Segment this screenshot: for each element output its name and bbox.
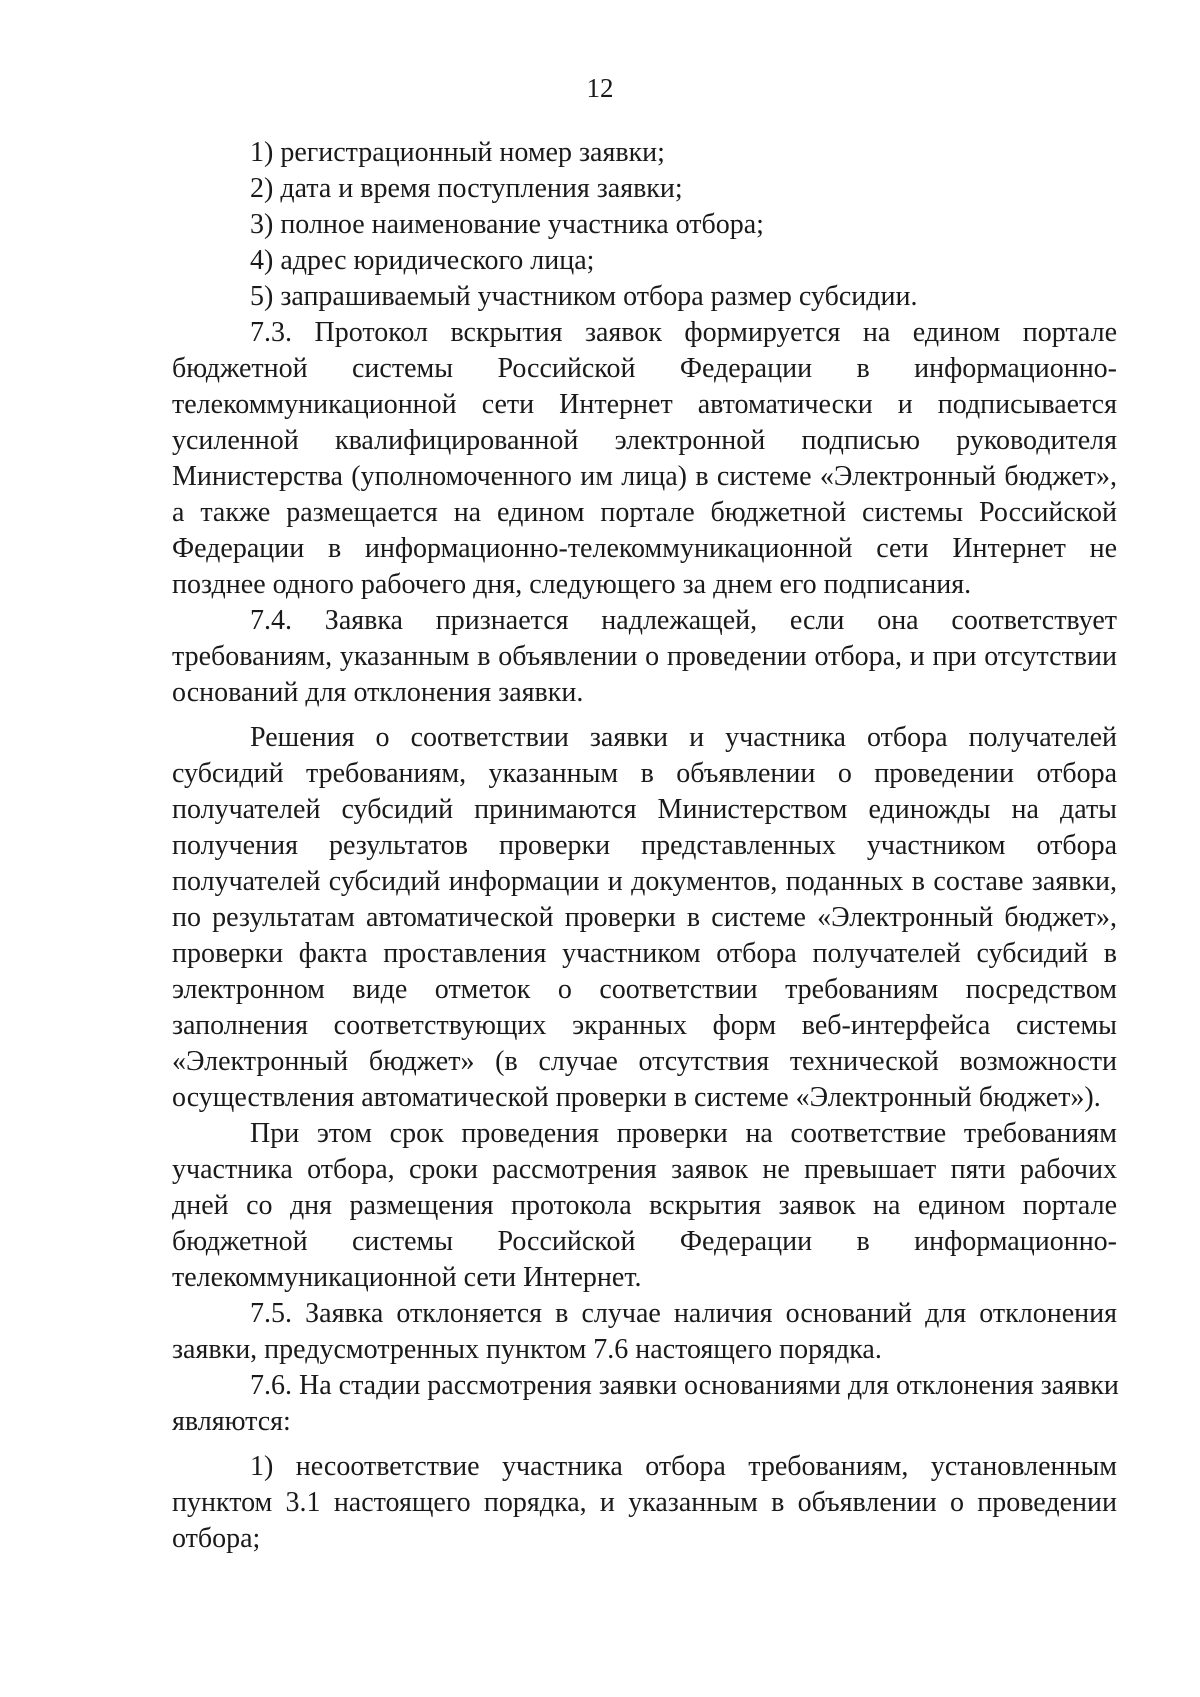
text-line: Решения о соответствии заявки и участника отбора получателей bbox=[250, 722, 1117, 753]
text-line: 7.3. Протокол вскрытия заявок формируется на едином портале bbox=[250, 317, 1117, 348]
text-line: При этом срок проведения проверки на соответствие требованиям bbox=[250, 1118, 1117, 1149]
text-line: участника отбора, сроки рассмотрения заявок не превышает пяти рабочих bbox=[172, 1154, 1117, 1185]
text-line: 2) дата и время поступления заявки; bbox=[250, 173, 683, 204]
text-line: заполнения соответствующих экранных форм веб-интерфейса системы bbox=[172, 1010, 1117, 1041]
text-line: требованиям, указанным в объявлении о проведении отбора, и при отсутствии bbox=[172, 641, 1117, 672]
text-line: телекоммуникационной сети Интернет. bbox=[172, 1262, 642, 1293]
text-line: по результатам автоматической проверки в системе «Электронный бюджет», bbox=[172, 902, 1117, 933]
text-line: телекоммуникационной сети Интернет автоматически и подписывается bbox=[172, 389, 1117, 420]
text-line: пунктом 3.1 настоящего порядка, и указанным в объявлении о проведении bbox=[172, 1487, 1117, 1518]
text-line: «Электронный бюджет» (в случае отсутствия технической возможности bbox=[172, 1046, 1117, 1077]
text-line: проверки факта проставления участником отбора получателей субсидий в bbox=[172, 938, 1117, 969]
text-line: 1) несоответствие участника отбора требованиям, установленным bbox=[250, 1451, 1117, 1482]
text-line: 7.4. Заявка признается надлежащей, если она соответствует bbox=[250, 605, 1117, 636]
document-body bbox=[172, 135, 1117, 1557]
text-line: дней со дня размещения протокола вскрытия заявок на едином портале bbox=[172, 1190, 1117, 1221]
text-line: 7.5. Заявка отклоняется в случае наличия оснований для отклонения bbox=[250, 1298, 1117, 1329]
text-line: позднее одного рабочего дня, следующего за днем его подписания. bbox=[172, 569, 972, 600]
text-line: бюджетной системы Российской Федерации в информационно- bbox=[172, 353, 1117, 384]
text-line: а также размещается на едином портале бюджетной системы Российской bbox=[172, 497, 1117, 528]
text-line: являются: bbox=[172, 1406, 291, 1437]
text-line: 4) адрес юридического лица; bbox=[250, 245, 595, 276]
text-line: получения результатов проверки представленных участником отбора bbox=[172, 830, 1117, 861]
text-line: осуществления автоматической проверки в системе «Электронный бюджет»). bbox=[172, 1082, 1101, 1113]
page-number: 12 bbox=[586, 73, 614, 103]
text-line: 1) регистрационный номер заявки; bbox=[250, 137, 665, 168]
text-line: отбора; bbox=[172, 1523, 261, 1554]
text-line: 7.6. На стадии рассмотрения заявки основаниями для отклонения заявки bbox=[250, 1370, 1119, 1401]
text-line: усиленной квалифицированной электронной подписью руководителя bbox=[172, 425, 1117, 456]
text-line: субсидий требованиям, указанным в объявлении о проведении отбора bbox=[172, 758, 1117, 789]
text-line: 3) полное наименование участника отбора; bbox=[250, 209, 764, 240]
text-line: бюджетной системы Российской Федерации в информационно- bbox=[172, 1226, 1117, 1257]
text-line: Федерации в информационно-телекоммуникационной сети Интернет не bbox=[172, 533, 1117, 564]
text-line: заявки, предусмотренных пунктом 7.6 настоящего порядка. bbox=[172, 1334, 882, 1365]
text-line: электронном виде отметок о соответствии требованиям посредством bbox=[172, 974, 1117, 1005]
text-line: получателей субсидий принимаются Министерством единожды на даты bbox=[172, 794, 1117, 825]
text-line: получателей субсидий информации и документов, поданных в составе заявки, bbox=[172, 866, 1117, 897]
text-line: оснований для отклонения заявки. bbox=[172, 677, 584, 708]
text-line: Министерства (уполномоченного им лица) в системе «Электронный бюджет», bbox=[172, 461, 1117, 492]
text-line: 5) запрашиваемый участником отбора размер субсидии. bbox=[250, 281, 918, 312]
